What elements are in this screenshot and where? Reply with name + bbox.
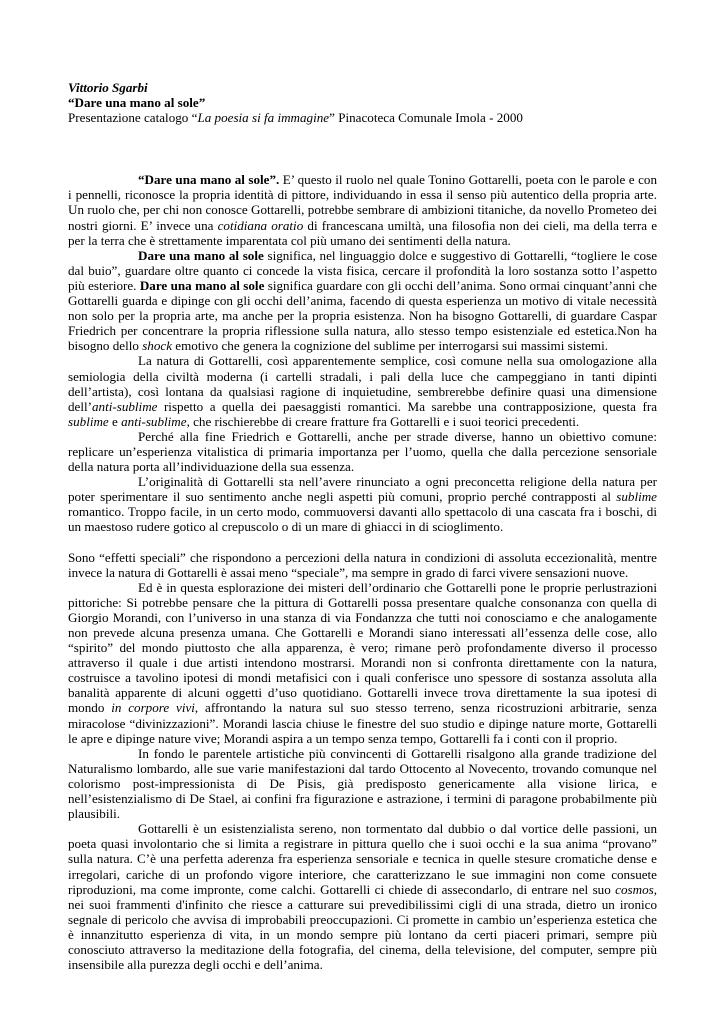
presentation-line: [68, 110, 657, 125]
paragraph-7: [68, 580, 657, 746]
paragraph-3: [68, 353, 657, 428]
text-run: L’originalità di Gottarelli sta nell’avere rinunciato a ogni preconcetta religione della natura per poter sperimentare il suo sentimento anche negli aspetti più comuni, proprio perché contrapposti al: [68, 474, 657, 505]
text-run: La natura di Gottarelli, così apparentemente semplice, così comune nella sua omologazione alla semiologia della civiltà moderna (i cartelli stradali, i pali della luce che campeggiano in tanti dipinti dell’artista), così lontana da qualsiasi ragione di inquietudine, sembrerebbe definire quasi una dimensione dell’: [68, 353, 657, 414]
text-run: , nei suoi frammenti d'infinito che riesce a catturare sui prevedibilissimi cigli di una strada, dietro un ironico segnale di pericolo che avvisa di improbabili preoccupazioni. Ci promette in cambio un’esperienza estetica che è innanzitutto esperienza di vita, in un mondo sempre più lontano da certi piaceri primari, sempre più conosciuto attraverso la meditazione della fotografia, del cinema, della televisione, del computer, sempre più insensibile alla purezza degli occhi e dell’anima.: [68, 881, 657, 973]
paragraph-2: [68, 248, 657, 354]
text-run: , affrontando la natura sul suo stesso terreno, senza ricostruzioni arbitrarie, senza miracolose “divinizzazioni”. Morandi lascia chiuse le finestre del suo studio e dipinge nature morte, Gottarelli le apre e dipinge nature vive; Morandi aspira a un tempo senza tempo, Gottarelli fa i conti con il proprio.: [68, 700, 657, 746]
bold-text: “Dare una mano al sole”.: [138, 172, 280, 188]
text-run: In fondo le parentele artistiche più convincenti di Gottarelli risalgono alla grande tradizione del Naturalismo lombardo, alle sue varie manifestazioni dal tardo Ottocento al Novecento, trovando comunque nel colorismo post-impressionista di De Pisis, già predisposto genericamente alla visione lirica, e nell’esistenzialismo di De Stael, ai confini fra figurazione e astrazione, i termini di paragone probabilmente più plausibili.: [68, 745, 657, 822]
catalogue-title: La poesia si fa immagine: [197, 110, 330, 126]
text-run: emotivo che genera la cognizione del sublime per interrogarsi sui massimi sistemi.: [172, 338, 609, 354]
essay-title: “Dare una mano al sole”: [68, 95, 206, 111]
header-gap: [68, 125, 657, 172]
italic-text: anti-sublime: [121, 413, 187, 429]
text-run: di francescana umiltà, una filosofia non dei cieli, ma della terra e per la terra che è strettamente imparentata col più umano dei sentimenti della natura.: [68, 217, 658, 248]
presentation-prefix: Presentazione catalogo “: [68, 110, 198, 126]
paragraph-1: [68, 172, 657, 247]
text-run: Perché alla fine Friedrich e Gottarelli, anche per strade diverse, hanno un obiettivo comune: replicare un’esperienza vitalistica di primaria importanza per l’uomo, quella che dalla percezione sensoriale della natura porta all’individuazione della sua essenza.: [68, 428, 657, 475]
text-run: Ed è in questa esplorazione dei misteri dell’ordinario che Gottarelli pone le proprie perlustrazioni pittoriche: Si potrebbe pensare che la pittura di Gottarelli possa presentare qualche consonanza con quella di Giorgio Morandi, con l’universo in una stanza di via Fondanzza che tutti noi conosciamo e che analogamente non prevede alcuna presenza umana. Che Gottarelli e Morandi siano interessati all’essenza delle cose, allo “spirito” del mondo piuttosto che alla apparenza, è vero; rimane però profondamente diverso il processo attraverso il quale i due artisti intendono mostrarsi. Morandi non si confronta direttamente con la natura, costruisce a tavolino ipotesi di mondi metafisici con i quali conferisce uno spessore di sostanza assoluta alla banalità apparente di alcuni oggetti d’uso quotidiano. Gottarelli invece trova direttamente la sua ipotesi di mondo: [68, 579, 657, 716]
italic-text: shock: [142, 338, 173, 354]
paragraph-8: [68, 746, 657, 821]
italic-text: sublime: [68, 413, 109, 429]
text-run: E’ questo il ruolo nel quale Tonino Gottarelli, poeta con le parole e con i pennelli, riconosce la propria identità di pittore, individuando in essa il senso più autentico della propria arte. Un ruolo che, per chi non conosce Gottarelli, potrebbe sembrare di ambizioni titaniche, da novello Prometeo dei nostri giorni. E’ invece una: [68, 172, 657, 233]
text-run: Sono “effetti speciali” che rispondono a percezioni della natura in condizioni di assoluta eccezionalità, mentre invece la natura di Gottarelli è assai meno “speciale”, ma sempre in grado di farci vivere sensazioni nuove.: [68, 549, 657, 580]
italic-text: sublime: [616, 489, 657, 505]
text-run: rispetto a quella dei paesaggisti romantici. Ma sarebbe una contrapposizione, questa fra: [157, 398, 657, 414]
text-run: significa guardare con gli occhi dell’anima. Sono ormai cinquant’anni che Gottarelli guarda e dipinge con gli occhi dell’anima, facendo di questa esperienza un motivo di vitale necessità non solo per la propria arte, ma anche per la propria esistenza. Non ha bisogno Gottarelli, di guardare Caspar Friedrich per concentrare la propria riflessione sulla natura, allo stesso tempo esistenziale ed estetica.Non ha bisogno dello: [68, 277, 657, 354]
text-run: significa, nel linguaggio dolce e suggestivo di Gottarelli, “togliere le cose dal buio”, guardare oltre quanto ci concede la vista fisica, cercare il profondità la loro sostanza sotto l’aspetto più esteriore.: [68, 247, 658, 293]
paragraph-4: [68, 429, 657, 474]
italic-text: cotidiana oratio: [217, 217, 304, 233]
section-gap: [68, 535, 657, 550]
paragraph-5: [68, 474, 657, 534]
text-run: e: [108, 413, 122, 429]
paragraph-9: [68, 821, 657, 972]
bold-text: Dare una mano al sole: [138, 247, 264, 263]
italic-text: anti-sublime: [92, 398, 158, 414]
text-run: , che rischierebbe di creare fratture fra Gottarelli e i suoi teorici precedenti.: [186, 413, 580, 429]
presentation-suffix: ” Pinacoteca Comunale Imola - 2000: [329, 110, 523, 126]
paragraph-6: [68, 550, 657, 580]
bold-text: Dare una mano al sole: [139, 277, 265, 293]
text-run: Gottarelli è un esistenzialista sereno, non tormentato dal dubbio o dal vortice delle passioni, un poeta quasi involontario che si limita a registrare in pittura quello che i suoi occhi e la sua anima “provano” sulla natura. C’è una perfetta aderenza fra esperienza sensoriale e tecnica in quelle stesure cromatiche dense e irregolari, cariche di un profondo vigore interiore, che caratterizzano le sue immagini non come consuete riproduzioni, ma come impronte, come calchi. Gottarelli ci chiede di assecondarlo, di entrare nel suo: [68, 821, 657, 897]
text-run: romantico. Troppo facile, in un certo modo, commuoversi davanti allo spettacolo di una cascata fra i boschi, di un maestoso rudere gotico al crepuscolo o di un mare di ghiacci in di scioglimento.: [68, 504, 657, 535]
italic-text: in corpore vivi: [111, 700, 195, 716]
italic-text: cosmos: [615, 881, 654, 897]
author-name: Vittorio Sgarbi: [68, 80, 148, 95]
document-page: [68, 80, 657, 972]
